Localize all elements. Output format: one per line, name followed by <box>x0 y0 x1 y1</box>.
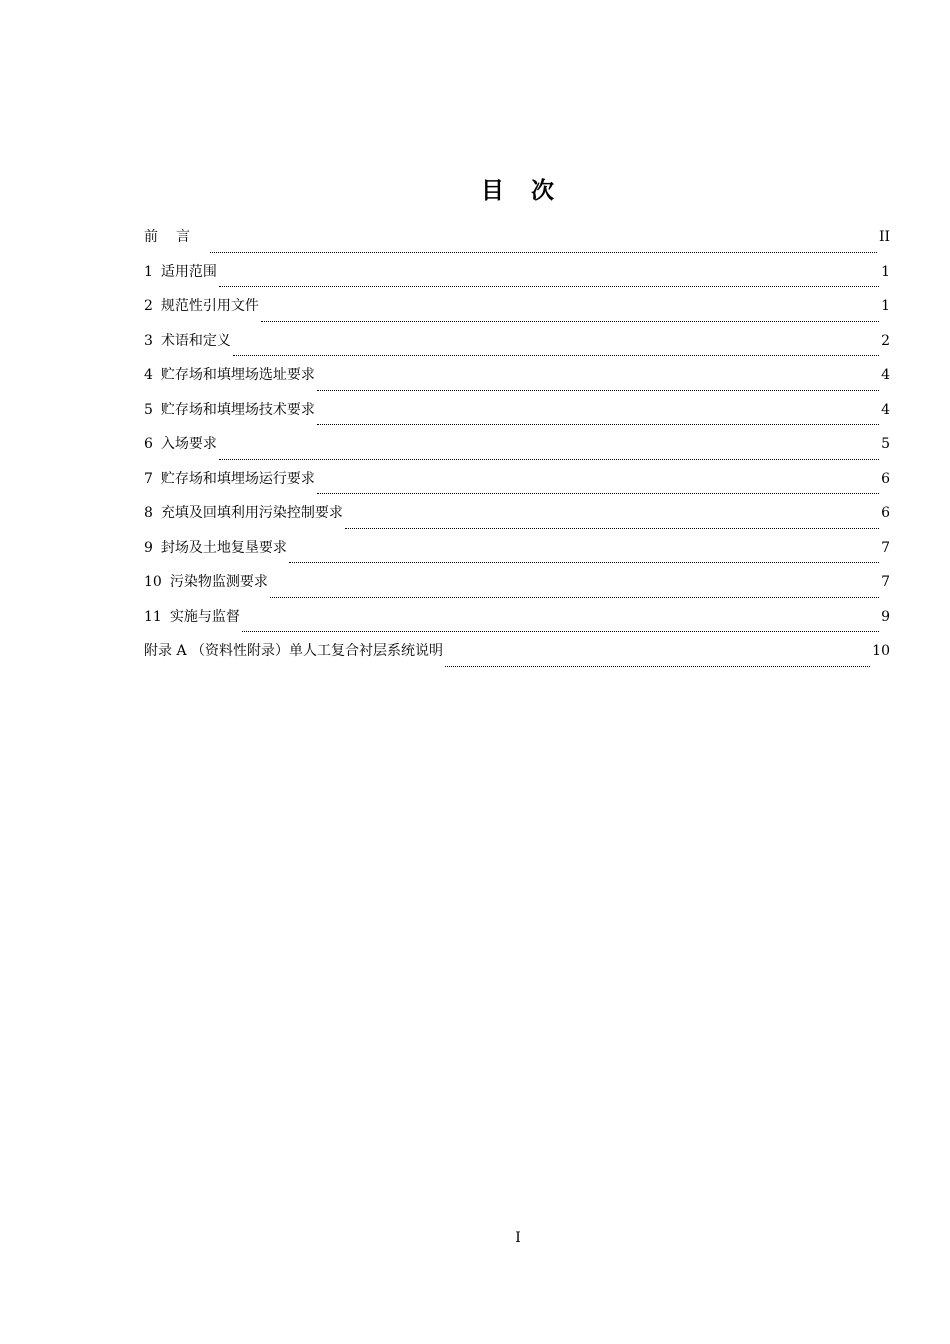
toc-entry-page: II <box>878 229 890 245</box>
toc-entry-label: 前言 <box>144 229 208 245</box>
toc-entry-label: 污染物监测要求 <box>169 574 268 590</box>
toc-leader-dots <box>219 272 879 287</box>
toc-leader-dots <box>270 583 879 598</box>
toc-entry-label: 贮存场和填埋场运行要求 <box>160 470 315 487</box>
toc-list <box>144 226 890 675</box>
toc-entry-number: 4 <box>144 367 153 383</box>
toc-entry-label: 规范性引用文件 <box>160 298 259 314</box>
toc-entry-page: 7 <box>881 574 890 590</box>
toc-title-part1: 目 <box>481 178 505 204</box>
toc-entry-page: 6 <box>881 505 890 521</box>
toc-entry[interactable] <box>144 330 890 365</box>
page-number: I <box>515 1230 521 1246</box>
toc-entry-number: 3 <box>144 332 153 349</box>
toc-entry[interactable] <box>144 261 890 296</box>
toc-entry-number: 5 <box>144 401 153 418</box>
toc-entry[interactable] <box>144 295 890 330</box>
toc-entry-number: 8 <box>144 505 153 521</box>
toc-entry-label: 入场要求 <box>160 436 217 452</box>
toc-entry[interactable] <box>144 571 890 606</box>
toc-leader-dots <box>210 238 877 253</box>
toc-leader-dots <box>219 445 879 460</box>
toc-leader-dots <box>317 479 879 494</box>
toc-entry-number: 6 <box>144 436 153 452</box>
toc-entry-page: 4 <box>881 401 890 418</box>
toc-entry-label: 术语和定义 <box>160 332 231 349</box>
toc-leader-dots <box>445 652 870 667</box>
toc-entry-label: 贮存场和填埋场选址要求 <box>160 367 315 383</box>
toc-entry[interactable] <box>144 226 890 261</box>
toc-entry-number: 1 <box>144 263 153 280</box>
toc-entry-number: 11 <box>144 608 162 625</box>
toc-entry[interactable] <box>144 606 890 641</box>
toc-entry-page: 10 <box>872 643 890 659</box>
toc-entry-number: 10 <box>144 574 162 590</box>
toc-entry-number: 7 <box>144 470 153 487</box>
toc-entry[interactable] <box>144 468 890 503</box>
toc-entry[interactable] <box>144 433 890 468</box>
toc-leader-dots <box>345 514 879 529</box>
toc-leader-dots <box>317 376 879 391</box>
toc-entry-page: 1 <box>881 263 890 280</box>
toc-entry[interactable] <box>144 502 890 537</box>
toc-entry-number: 2 <box>144 298 153 314</box>
toc-entry[interactable] <box>144 364 890 399</box>
toc-entry-page: 9 <box>881 608 890 625</box>
toc-entry-label: 充填及回填利用污染控制要求 <box>160 505 343 521</box>
toc-title <box>0 172 950 205</box>
toc-entry-label: 适用范围 <box>160 263 217 280</box>
toc-leader-dots <box>233 341 879 356</box>
toc-leader-dots <box>242 617 879 632</box>
toc-entry-page: 6 <box>881 470 890 487</box>
toc-entry-label: 封场及土地复垦要求 <box>160 539 287 556</box>
toc-entry[interactable] <box>144 399 890 434</box>
toc-entry-label: 实施与监督 <box>169 608 240 625</box>
toc-entry-page: 4 <box>881 367 890 383</box>
toc-entry-page: 2 <box>881 332 890 349</box>
toc-leader-dots <box>261 307 879 322</box>
toc-entry-label: 附录 A （资料性附录）单人工复合衬层系统说明 <box>144 643 444 659</box>
toc-entry[interactable] <box>144 640 890 675</box>
toc-entry-page: 1 <box>881 298 890 314</box>
toc-entry-page: 5 <box>881 436 890 452</box>
toc-leader-dots <box>317 410 879 425</box>
toc-entry-page: 7 <box>881 539 890 556</box>
toc-entry[interactable] <box>144 537 890 572</box>
toc-title-part2: 次 <box>531 178 555 204</box>
toc-entry-label: 贮存场和填埋场技术要求 <box>160 401 315 418</box>
toc-leader-dots <box>289 548 879 563</box>
toc-entry-number: 9 <box>144 539 153 556</box>
